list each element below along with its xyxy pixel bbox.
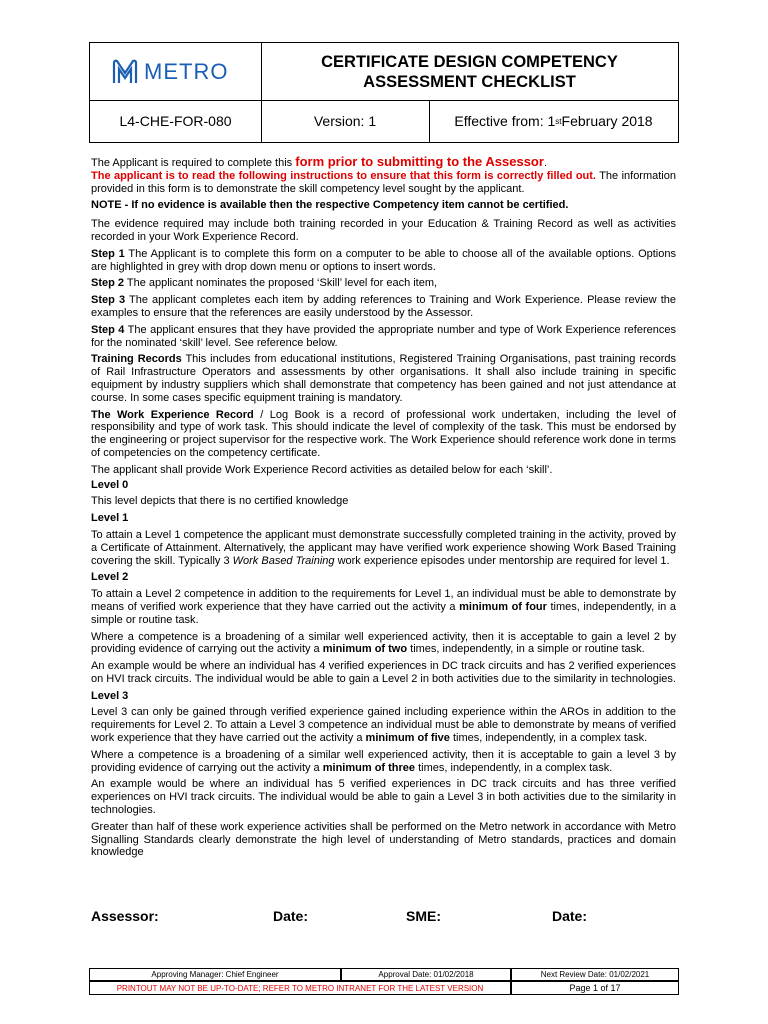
assessor-label: Assessor: [91,908,159,924]
work-experience-paragraph: The Work Experience Record / Log Book is a record of professional work undertaken, including the level of responsibility and type of work task. This should indicate the level of complexity of the task. This must be endorsed by the engineering or project supervisor for the respective work. The Work Experience should reference work done in terms of competencies on the competency certificate. [91,408,676,459]
approving-manager: Approving Manager: Chief Engineer [89,968,341,981]
header-info-row [90,100,678,142]
level-3-text-3: An example would be where an individual has 5 verified experiences in DC track circuits and has three verified experiences on HVI track circuits. The individual would be able to gain a Level 3 in both activities due to the similarity in technologies. [91,778,676,817]
document-footer [89,968,679,995]
step-3: Step 3 The applicant completes each item by adding references to Training and Work Experience. Please review the examples to ensure that the references are easily understood by the Assessor. [91,294,677,319]
sme-label: SME: [406,908,441,924]
greater-than-half-paragraph: Greater than half of these work experience activities shall be performed on the Metro network in accordance with Metro Signalling Standards clearly demonstrate the high level of understanding of Metro standards, practices and domain knowledge [91,820,676,859]
provide-paragraph: The applicant shall provide Work Experience Record activities as detailed below for each ‘skill’. [91,463,553,476]
title-line-1: CERTIFICATE DESIGN COMPETENCY [321,52,618,71]
level-0-text: This level depicts that there is no certified knowledge [91,495,349,508]
document-title [261,43,678,100]
effective-date: Effective from: 1 st February 2018 [454,113,653,129]
version: Version: 1 [261,100,430,142]
approval-date: Approval Date: 01/02/2018 [341,968,511,981]
logo-text: METRO [144,59,229,84]
title-line-2: ASSESSMENT CHECKLIST [363,72,576,91]
intro-paragraph: The Applicant is required to complete this form prior to submitting to the Assessor. [91,154,547,169]
level-2-text-2: Where a competence is a broadening of a similar well experienced activity, then it is acceptable to gain a level 2 by providing evidence of carrying out the activity a minimum of two times, independently, in a simple or routine task. [91,630,676,656]
level-1-title: Level 1 [91,512,129,525]
evidence-paragraph: The evidence required may include both training recorded in your Education & Training Record as well as activities recorded in your Work Experience Record. [91,218,676,243]
level-2-text-1: To attain a Level 2 competence in addition to the requirements for Level 1, an individual must be able to demonstrate by means of verified work experience that they have carried out the activity a minimum of four times, independently, in a simple or routine task. [91,588,676,626]
metro-m-icon [110,57,140,87]
level-3-text-2: Where a competence is a broadening of a similar well experienced activity, then it is acceptable to gain a level 3 by providing evidence of carrying out the activity a minimum of three times, independently, in a complex task. [91,748,676,774]
doc-code: L4-CHE-FOR-080 [90,100,262,142]
next-review-date: Next Review Date: 01/02/2021 [511,968,679,981]
instructions-paragraph: The applicant is to read the following instructions to ensure that this form is correctly filled out. The information provided in this form is to demonstrate the skill competency level sought by the applicant. [91,169,676,195]
instructions-body [91,156,676,863]
metro-logo [110,57,228,87]
header-top-row [90,43,678,101]
step-4: Step 4 The applicant ensures that they have provided the appropriate number and type of Work Experience references for the nominated ‘skill’ level. See reference below. [91,323,676,349]
document-header [89,42,679,143]
date-label-2: Date: [552,908,588,924]
level-2-title: Level 2 [91,571,129,584]
level-2-text-3: An example would be where an individual has 4 verified experiences in DC track circuits and has 2 verified experiences on HVI track circuits. The individual would be able to gain a Level 2 in both activities due to the similarity in technologies. [91,660,676,685]
level-3-title: Level 3 [91,689,129,702]
printout-warning: PRINTOUT MAY NOT BE UP-TO-DATE; REFER TO METRO INTRANET FOR THE LATEST VERSION [89,981,511,995]
note-paragraph: NOTE - If no evidence is available then the respective Competency item cannot be certified. [91,199,569,212]
page-number: Page 1 of 17 [511,981,679,995]
level-3-text-1: Level 3 can only be gained through verified experience gained including experience within the AROs in addition to the requirements for Level 2. To attain a Level 3 competence an individual must be able to demonstrate by means of verified work experience that they have carried out the activity a minimum of five times, independently, in a complex task. [91,706,676,745]
level-0-title: Level 0 [91,478,129,491]
step-2: Step 2 The applicant nominates the proposed ‘Skill’ level for each item, [91,277,438,290]
date-label-1: Date: [273,908,309,924]
level-1-text: To attain a Level 1 competence the applicant must demonstrate successfully completed training in the activity, proved by a Certificate of Attainment. Alternatively, the applicant may have verified work experience showing Work Based Training covering the skill. Typically 3 Work Based Training work experience episodes under mentorship are required for level 1. [91,528,676,567]
step-1: Step 1 The Applicant is to complete this form on a computer to be able to choose all of the available options. Options are highlighted in grey with drop down menu or options to insert words. [91,247,676,273]
training-records-paragraph: Training Records This includes from educational institutions, Registered Training Organisations, past training records of Rail Infrastructure Operators and assessments by other organisations. It shall also include training in specific equipment by industry suppliers which shall demonstrate that competency has been gained and not just attendance at course. In some cases specific equipment training is mandatory. [91,353,677,404]
logo-cell [90,43,262,100]
